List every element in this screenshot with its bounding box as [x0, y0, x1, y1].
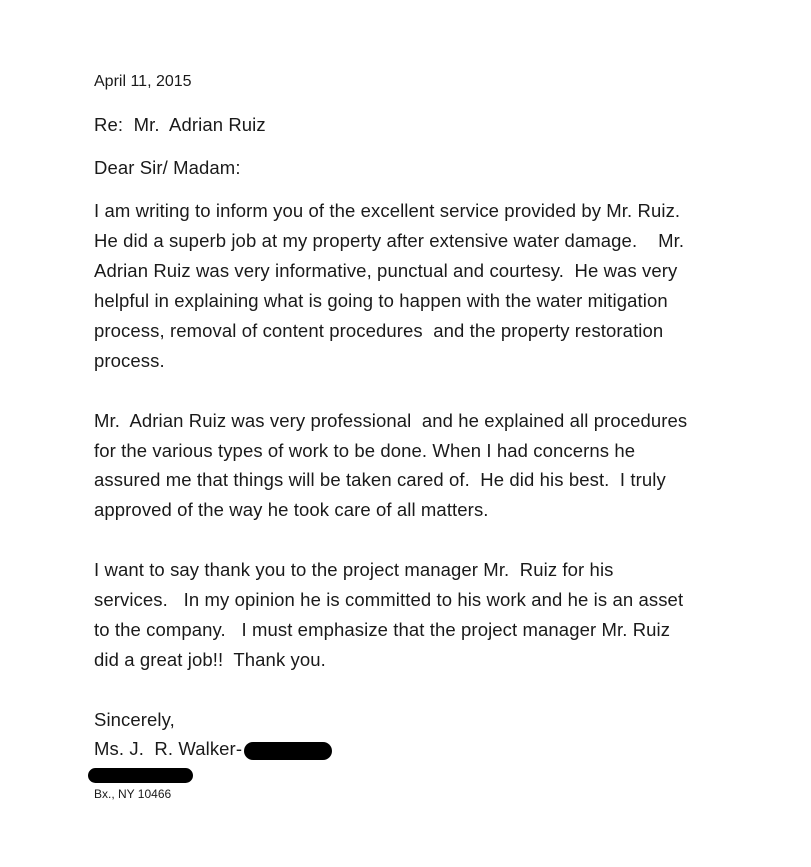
paragraph-line: helpful in explaining what is going to happen with the water mitigation: [94, 290, 668, 311]
redaction-bar: [244, 742, 332, 760]
letter-address: Bx., NY 10466: [94, 787, 172, 801]
letter-date: April 11, 2015: [94, 73, 192, 90]
letter-salutation: Dear Sir/ Madam:: [94, 157, 241, 178]
paragraph-line: process, removal of content procedures and the property restoration: [94, 320, 664, 341]
paragraph-line: assured me that things will be taken cared of. He did his best. I truly: [94, 469, 666, 490]
letter-closing: Sincerely,: [94, 709, 175, 730]
letter-signature: Ms. J. R. Walker-: [94, 738, 243, 759]
paragraph-line: I am writing to inform you of the excellent service provided by Mr. Ruiz.: [94, 200, 681, 221]
redaction-bar: [88, 768, 193, 783]
paragraph-line: services. In my opinion he is committed to his work and he is an asset: [94, 589, 684, 610]
paragraph-line: I want to say thank you to the project manager Mr. Ruiz for his: [94, 559, 614, 580]
letter-subject: Re: Mr. Adrian Ruiz: [94, 114, 266, 135]
paragraph-line: did a great job!! Thank you.: [94, 649, 326, 670]
paragraph-line: Adrian Ruiz was very informative, punctual and courtesy. He was very: [94, 260, 678, 281]
paragraph-line: approved of the way he took care of all matters.: [94, 499, 489, 520]
paragraph-line: Mr. Adrian Ruiz was very professional and he explained all procedures: [94, 410, 688, 431]
paragraph-line: for the various types of work to be done. When I had concerns he: [94, 440, 636, 461]
paragraph-line: He did a superb job at my property after extensive water damage. Mr.: [94, 230, 685, 251]
paragraph-line: to the company. I must emphasize that the project manager Mr. Ruiz: [94, 619, 671, 640]
paragraph-line: process.: [94, 350, 165, 371]
